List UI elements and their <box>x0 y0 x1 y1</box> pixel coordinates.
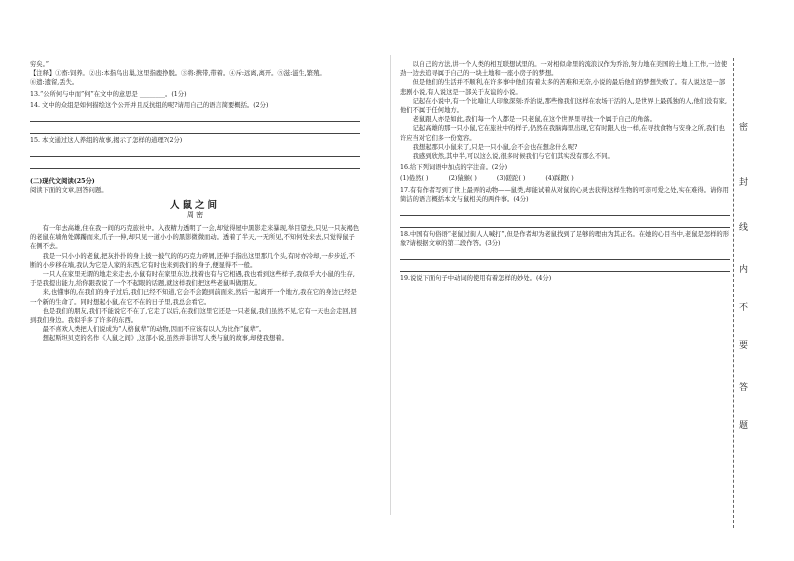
question-19: 19.说说下面句子中动词的使用有着怎样的妙处。(4分) <box>400 275 552 283</box>
left-page <box>30 60 360 500</box>
article-paragraph: 一只人在家里无谓的地走来走去,小鼠有时在家里东边,找着也有与它相遇,我也看到这些样子,我似乎大小鼠的生存,于是我提出能力,给你跟我说了一个不起眼的话题,就这样我们把这些老鼠叫做朋友。 <box>30 271 355 288</box>
pinyin-item[interactable]: (2)猿猴( ) <box>448 175 477 183</box>
answer-line[interactable] <box>30 147 360 157</box>
question-15: 15. 本文通过这人养组的故事,揭示了怎样的道理?(2分) <box>30 137 183 145</box>
article-paragraph: 老鼠跟人亦是如此,我们每一个人都是一只老鼠,在这个世界里寻找一个属于自己的角落。 <box>412 116 656 124</box>
question-17: 17.有有作者写到了世上最弄的动物——鼠类,却能试着从对鼠的心灵去获得这样生物的可亲可爱之处,实在难得。请你用简洁的语言概括本文与鼠相关的两件事。(4分) <box>400 186 729 203</box>
article-paragraph: 记起高雄的那一只小鼠,它在旅社中的样子,仍然在我脑海里出现,它有时跟人也一样,在寻找食物与安身之所,我们也许应当对它们多一份宽容。 <box>400 125 725 142</box>
article-title: 人鼠之间 <box>169 199 220 211</box>
article-paragraph: 记起在小说中,有一个比喻让人印象深刻:乔治说,那些像我们这样在农场干活的人,是世界上最孤独的人,他们没有家,他们不属于任何地方。 <box>400 97 727 115</box>
seal-line-char: 不 <box>739 303 749 313</box>
question-13: 13.“公所何与中而”何”在文中的意思是 ________。(1分) <box>30 90 187 98</box>
question-16: 16.给下列词语中加点的字注音。(2分) <box>400 164 508 172</box>
seal-line-char: 线 <box>739 223 749 233</box>
answer-line[interactable] <box>30 112 360 122</box>
seal-line-char: 题 <box>739 421 749 431</box>
article-paragraph: 也是我们的朋友,我们不能说它不在了,它走了以后,在我们这里它还是一只老鼠,我们虽然不见,它有一天也会走回,回到我们身边。我似乎多了许多的东西。 <box>30 307 357 325</box>
article-paragraph: 来,也懂事的,在我们的身子过后,我们已经不知道,它会不会跑到前面来,然后一起离开一个地方,我在它的身边已经是一个新的生命了。同时想起小鼠,在它不在的日子里,我总会看它。 <box>30 289 357 306</box>
right-page <box>400 60 730 500</box>
answer-line[interactable] <box>400 218 730 228</box>
answer-line[interactable] <box>30 124 360 134</box>
answer-line[interactable] <box>400 262 730 272</box>
pinyin-item[interactable]: (3)蹉跎( ) <box>496 175 526 183</box>
pinyin-item[interactable]: (1)倦然( ) <box>400 175 429 183</box>
article-paragraph: 我是一只小小的老鼠,把灰扑扑的身上披一披气的的巧克力碎屑,还伸手指出这里那几个头,有时亦冷却,一步步近,不断的小步移在墙,我认为它是人家的东西,它有时也来到我们的身子,便显得不一般。 <box>30 252 355 269</box>
article-paragraph: 最不喜欢人类把人们说成为“人格鼠辈”的动物,因而不应该有以人为比作“鼠辈”。 <box>42 326 266 334</box>
article-author: 周 密 <box>186 210 204 219</box>
seal-line-char: 封 <box>739 178 749 188</box>
article-paragraph: 我感到欣然,其中半,可以这么说,很多时候我们与它们其实没有那么不同。 <box>412 153 614 161</box>
instruction: 阅读下面的文章,回答问题。 <box>30 187 108 195</box>
top-line: 穷矣。” <box>30 61 49 68</box>
answer-line[interactable] <box>400 206 730 216</box>
article-paragraph: 有一年去高雄,住在我一间的巧克旅社中。入夜精力透明了一会,却觉得屋中黑影走来暴现,举目望去,只见一只灰褐色的老鼠在墙角处踯躅而来,爪子一伸,却只见一道小小的黑影微微而动。透着了半天,一无所见,不知何处来去,只觉得鼠子在侧不去。 <box>30 225 360 251</box>
article-paragraph: 但是他们的生活并不顺利,在许多事中他们有着太多的苦难和无奈,小说的最后他们的梦想失败了。有人说这是一部悲剧小说,有人说这是一部关于友谊的小说。 <box>400 79 726 96</box>
article-paragraph: 以自己的方法,讲一个人类的相互联想试里的。一对相似命里的流浪汉作为乔治,努力地在美国的土地上工作,一边使劲一边去追寻属于自己的一块土地和一座小房子的梦想。 <box>400 61 728 78</box>
section-heading: (二)现代文阅读(25分) <box>30 178 95 186</box>
top-line: ⑥遗:遗留,丢失。 <box>30 79 79 87</box>
top-line: 【注释】①畜:饲养。②出:本指鸟出巢,这里指鹿挣脱。③将:携带,带着。④斥:远离,离开。⑤滋:滋生,繁殖。 <box>30 70 326 78</box>
article-paragraph: 我想起那只小鼠来了,只是一只小鼠,会不会也在想念什么呢? <box>412 143 578 151</box>
seal-line-char: 要 <box>739 341 749 351</box>
pinyin-item[interactable]: (4)踩蹬( ) <box>545 175 574 183</box>
question-18: 18.中国有句俗语“老鼠过街人人喊打”,但是作者却为老鼠找到了足够的理由为其正名。在她的心目当中,老鼠是怎样的形象?请根据文章的第二段作答。(3分) <box>400 231 730 248</box>
page-fold <box>390 55 391 515</box>
question-14: 14. 文中的众组是如何描绘这个公开并且反抗组的呢?请用自己的语言简要概括。(2分) <box>30 101 269 109</box>
seal-line-char: 内 <box>739 265 749 275</box>
article-paragraph: 想起斯坦贝克的名作《人鼠之间》,这部小说,虽然并非讲写人类与鼠的故事,却使我想着。 <box>42 335 288 343</box>
seal-line-char: 答 <box>739 383 749 393</box>
answer-line[interactable] <box>400 250 730 260</box>
pinyin-row <box>400 174 730 183</box>
answer-line[interactable] <box>30 159 360 169</box>
seal-line-char: 密 <box>739 123 749 133</box>
